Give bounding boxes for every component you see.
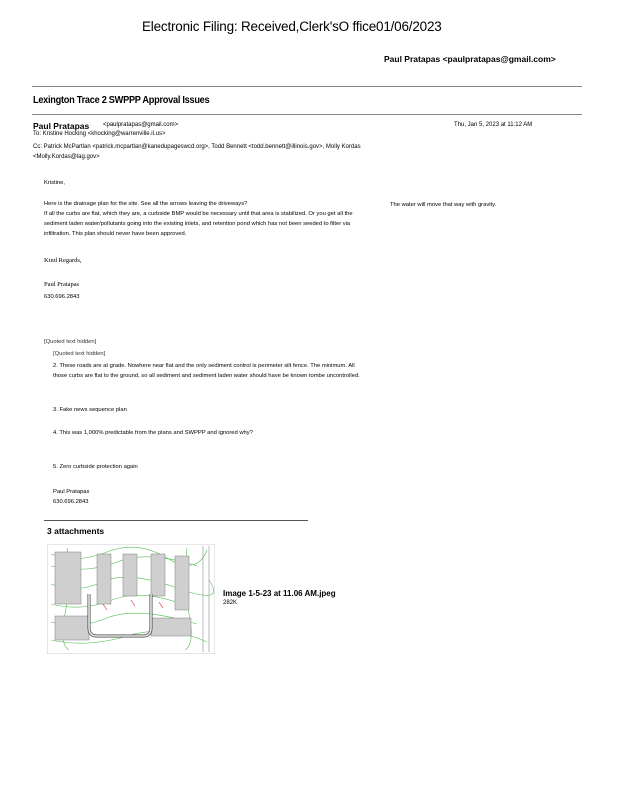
to-line: To: Kristine Hocking <khocking@warrenville.il.us>	[33, 131, 166, 137]
divider	[32, 86, 582, 87]
body-line: If all the curbs are flat, which they are, a curbside BMP would be necessary until that area is stabilized. Or you get all the	[44, 211, 353, 217]
quoted-text-toggle[interactable]: [Quoted text hidden]	[53, 351, 106, 357]
sender-name: Paul Pratapas	[33, 121, 90, 131]
account-owner: Paul Pratapas <paulpratapas@gmail.com>	[384, 54, 556, 64]
point-2-line: 2. These roads are at grade. Nowhere near flat and the only sediment control is perimeter silt fence. The minimum. All	[53, 363, 355, 369]
body-line: Here is the drainage plan for the site. See all the arrows leaving the driveways?	[44, 201, 248, 207]
signature-name: Paul Pratapas	[53, 489, 90, 495]
cc-line: Cc: Patrick McPartlan <patrick.mcpartlan@kanedupageswcd.org>, Todd Bennett <todd.bennett@illinois.gov>, Molly Kordas	[33, 144, 361, 150]
point-2-line: those curbs are flat to the ground, so all sediment and sediment laden water should have be known tombe uncontrolled.	[53, 373, 360, 379]
signature-name: Paul Pratapas	[44, 281, 80, 288]
point-4: 4. This was 1,000% predictable from the plans and SWPPP and ignored why?	[53, 430, 253, 436]
body-line: infiltration. This plan should never have been approved.	[44, 231, 187, 237]
side-note: The water will move that way with gravity.	[390, 202, 497, 208]
body-line: sediment laden water/pollutants going into the existing inlets, and retention pond which has not been seeded to filter via	[44, 221, 351, 227]
quoted-text-toggle[interactable]: [Quoted text hidden]	[44, 339, 97, 345]
message-date: Thu, Jan 5, 2023 at 11:12 AM	[454, 122, 533, 128]
attachment-filename[interactable]: Image 1-5-23 at 11.06 AM.jpeg	[223, 589, 336, 598]
signature-phone: 630.696.2843	[44, 294, 80, 300]
point-3: 3. Fake news sequence plan	[53, 407, 127, 413]
attachments-title: 3 attachments	[47, 526, 105, 536]
closing: Kind Regards,	[44, 257, 82, 264]
attachment-size: 282K	[223, 600, 238, 606]
signature-phone: 630.696.2843	[53, 499, 89, 505]
divider	[32, 114, 582, 115]
sender-email[interactable]: <paulpratapas@gmail.com>	[103, 122, 179, 128]
filing-stamp: Electronic Filing: Received,Clerk'sO ffice01/06/2023	[142, 19, 442, 34]
greeting: Kristine,	[44, 180, 65, 186]
point-5: 5. Zero curbside protection again	[53, 464, 138, 470]
cc-line-continued: <Molly.Kordas@lag.gov>	[33, 154, 100, 160]
email-subject: Lexington Trace 2 SWPPP Approval Issues	[33, 95, 210, 106]
drainage-plan-thumbnail[interactable]	[47, 544, 215, 654]
attachments-divider	[44, 520, 308, 521]
